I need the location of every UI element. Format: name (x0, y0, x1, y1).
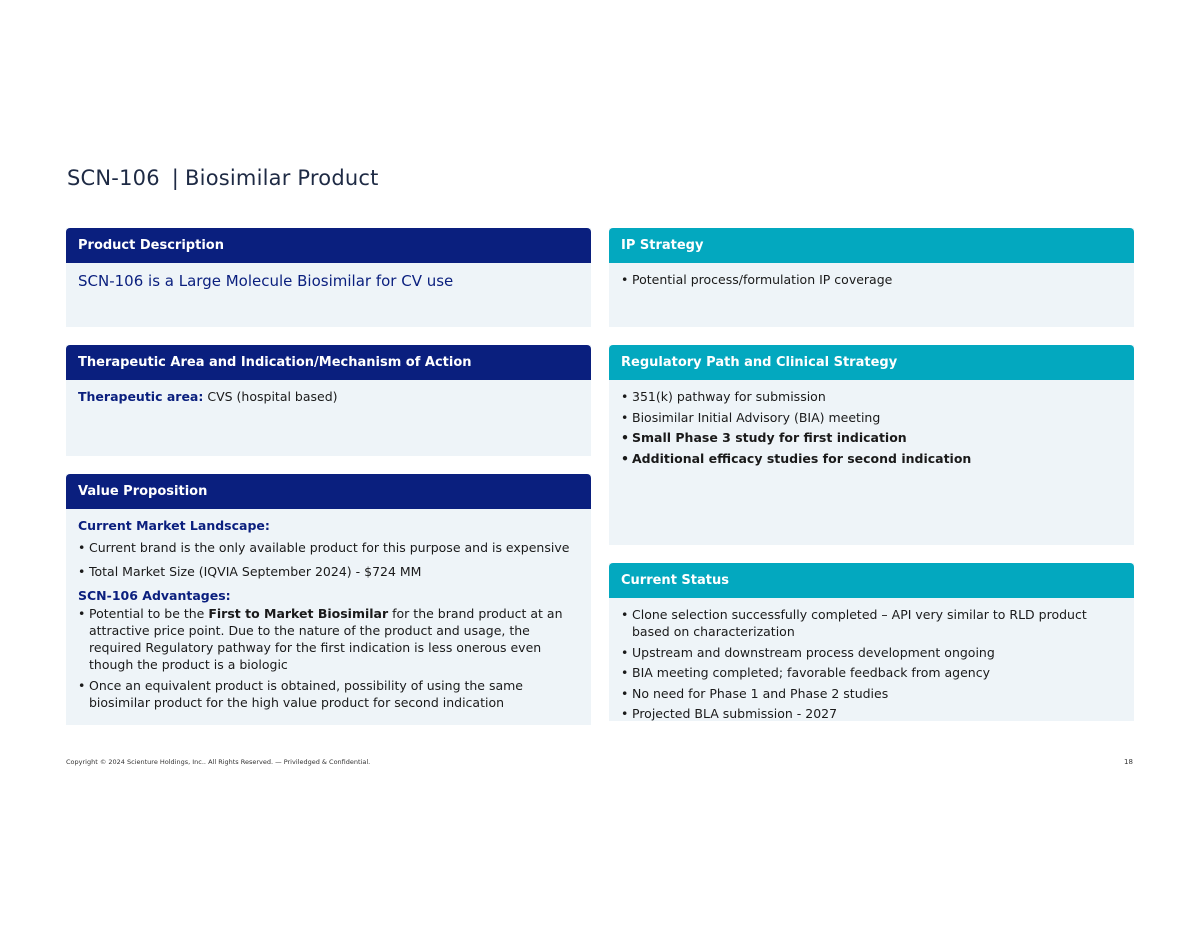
ip-strategy-list (621, 271, 1122, 288)
list-item: • Current brand is the only available product for this purpose and is expensive (78, 539, 579, 556)
list-item: • 351(k) pathway for submission (621, 388, 1122, 405)
current-status-panel (609, 563, 1134, 721)
page-title (67, 166, 379, 190)
adv1-bold: First to Market Biosimilar (208, 606, 389, 621)
list-item: • Projected BLA submission - 2027 (621, 705, 1122, 722)
landscape-list (78, 539, 579, 580)
adv1-suffix: for the brand product at an attractive price point. Due to the nature of the product and usage, the required Regulatory pathway for the first indication is less onerous even though the product is a biologic (89, 606, 563, 672)
value-proposition-header: Value Proposition (66, 474, 591, 509)
product-description-panel (66, 228, 591, 327)
product-description-text: SCN-106 is a Large Molecule Biosimilar for CV use (78, 272, 454, 290)
regulatory-header: Regulatory Path and Clinical Strategy (609, 345, 1134, 380)
title-code: SCN-106 (67, 166, 160, 190)
regulatory-list (621, 388, 1122, 467)
list-item: • Small Phase 3 study for first indication (621, 429, 1122, 446)
current-status-header: Current Status (609, 563, 1134, 598)
current-status-list (621, 606, 1122, 722)
list-item: • Clone selection successfully completed – API very similar to RLD product based on characterization (621, 606, 1122, 640)
list-item: • Biosimilar Initial Advisory (BIA) meeting (621, 409, 1122, 426)
title-text: Biosimilar Product (185, 166, 379, 190)
therapeutic-area-value: CVS (hospital based) (207, 389, 338, 404)
footer-copyright: Copyright © 2024 Scienture Holdings, Inc.. All Rights Reserved. — Priviledged & Confidential. (66, 758, 371, 766)
advantages-heading: SCN-106 Advantages: (78, 588, 231, 603)
regulatory-panel (609, 345, 1134, 545)
ip-strategy-header: IP Strategy (609, 228, 1134, 263)
therapeutic-area-label: Therapeutic area: (78, 389, 204, 404)
page-number: 18 (1124, 758, 1133, 766)
list-item: • Additional efficacy studies for second indication (621, 450, 1122, 467)
therapeutic-panel (66, 345, 591, 456)
list-item: • Total Market Size (IQVIA September 2024) - $724 MM (78, 563, 579, 580)
title-separator: | (171, 166, 180, 190)
product-description-header: Product Description (66, 228, 591, 263)
advantages-list (78, 605, 579, 711)
list-item: • Upstream and downstream process development ongoing (621, 644, 1122, 661)
ip-strategy-panel (609, 228, 1134, 327)
list-item (78, 605, 579, 673)
adv1-prefix: Potential to be the (89, 606, 209, 621)
therapeutic-header: Therapeutic Area and Indication/Mechanism of Action (66, 345, 591, 380)
list-item: • BIA meeting completed; favorable feedback from agency (621, 664, 1122, 681)
value-proposition-panel (66, 474, 591, 725)
landscape-heading: Current Market Landscape: (78, 518, 270, 533)
list-item: • Once an equivalent product is obtained, possibility of using the same biosimilar product for the high value product for second indication (78, 677, 579, 711)
list-item: • Potential process/formulation IP coverage (621, 271, 1122, 288)
list-item: • No need for Phase 1 and Phase 2 studies (621, 685, 1122, 702)
